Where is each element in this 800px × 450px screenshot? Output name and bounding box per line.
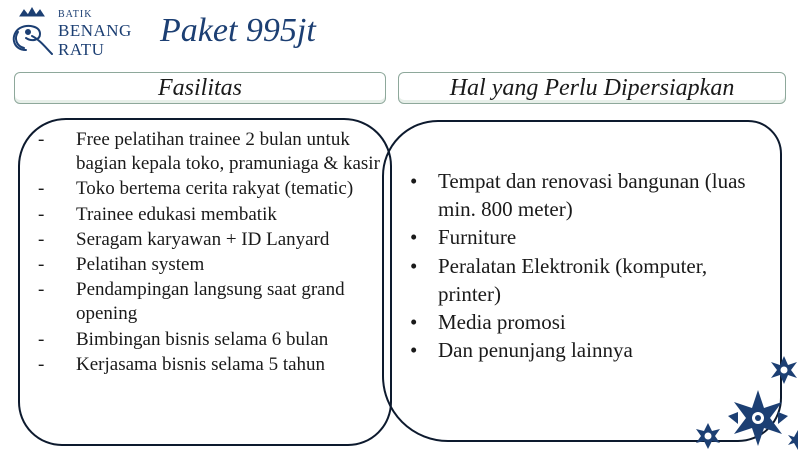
list-item-text: Peralatan Elektronik (komputer, printer) [438, 253, 708, 306]
list-item-text: Pelatihan system [76, 254, 205, 276]
list-item [28, 203, 384, 227]
list-marker: - [38, 228, 45, 250]
list-item [28, 228, 384, 252]
list-marker: - [38, 254, 45, 276]
list-marker: • [410, 253, 418, 278]
list-item [28, 253, 384, 277]
list-item [410, 167, 770, 223]
list-item-text: Bimbingan bisnis selama 6 bulan [76, 328, 329, 350]
list-item-text: Pendampingan langsung saat grand opening [76, 279, 345, 325]
list-item-text: Tempat dan renovasi bangunan (luas min. 800 meter) [438, 169, 746, 222]
batik-motif-icon [690, 340, 800, 450]
list-marker: - [38, 129, 45, 150]
list-item-text: Furniture [438, 225, 517, 250]
crown-monogram-icon [6, 6, 56, 58]
persiapan-list [410, 167, 770, 364]
header-persiapan: Hal yang Perlu Dipersiapkan [398, 72, 786, 104]
list-item [28, 128, 384, 176]
list-marker: • [410, 169, 418, 193]
list-item-text: Toko bertema cerita rakyat (tematic) [76, 178, 354, 200]
list-marker: - [38, 328, 45, 350]
list-item [410, 252, 770, 308]
list-item-text: Seragam karyawan + ID Lanyard [76, 228, 330, 250]
brand-logo [6, 4, 146, 58]
list-marker: - [38, 279, 45, 301]
list-item [410, 308, 770, 336]
list-marker: • [410, 338, 418, 363]
list-item-text: Dan penunjang lainnya [438, 338, 633, 363]
list-item [28, 353, 384, 377]
list-item-text: Kerjasama bisnis selama 5 tahun [76, 353, 326, 375]
page-title: Paket 995jt [160, 12, 316, 49]
list-marker: • [410, 225, 418, 250]
list-item [410, 223, 770, 251]
list-marker: - [38, 203, 45, 225]
list-item-text: Media promosi [438, 310, 566, 335]
header-fasilitas: Fasilitas [14, 72, 386, 104]
list-item [28, 177, 384, 201]
list-marker: - [38, 178, 45, 200]
list-item [28, 328, 384, 352]
brand-line-3: RATU [58, 40, 105, 59]
list-marker: • [410, 310, 418, 335]
brand-name [58, 10, 132, 58]
brand-line-2: BENANG [58, 21, 132, 40]
brand-line-1: BATIK [58, 9, 93, 20]
list-marker: - [38, 353, 45, 375]
list-item [28, 278, 384, 326]
list-item-text: Trainee edukasi membatik [76, 203, 277, 225]
list-item-text: Free pelatihan trainee 2 bulan untuk bagian kepala toko, pramuniaga & kasir [76, 129, 380, 175]
fasilitas-list [28, 128, 384, 378]
